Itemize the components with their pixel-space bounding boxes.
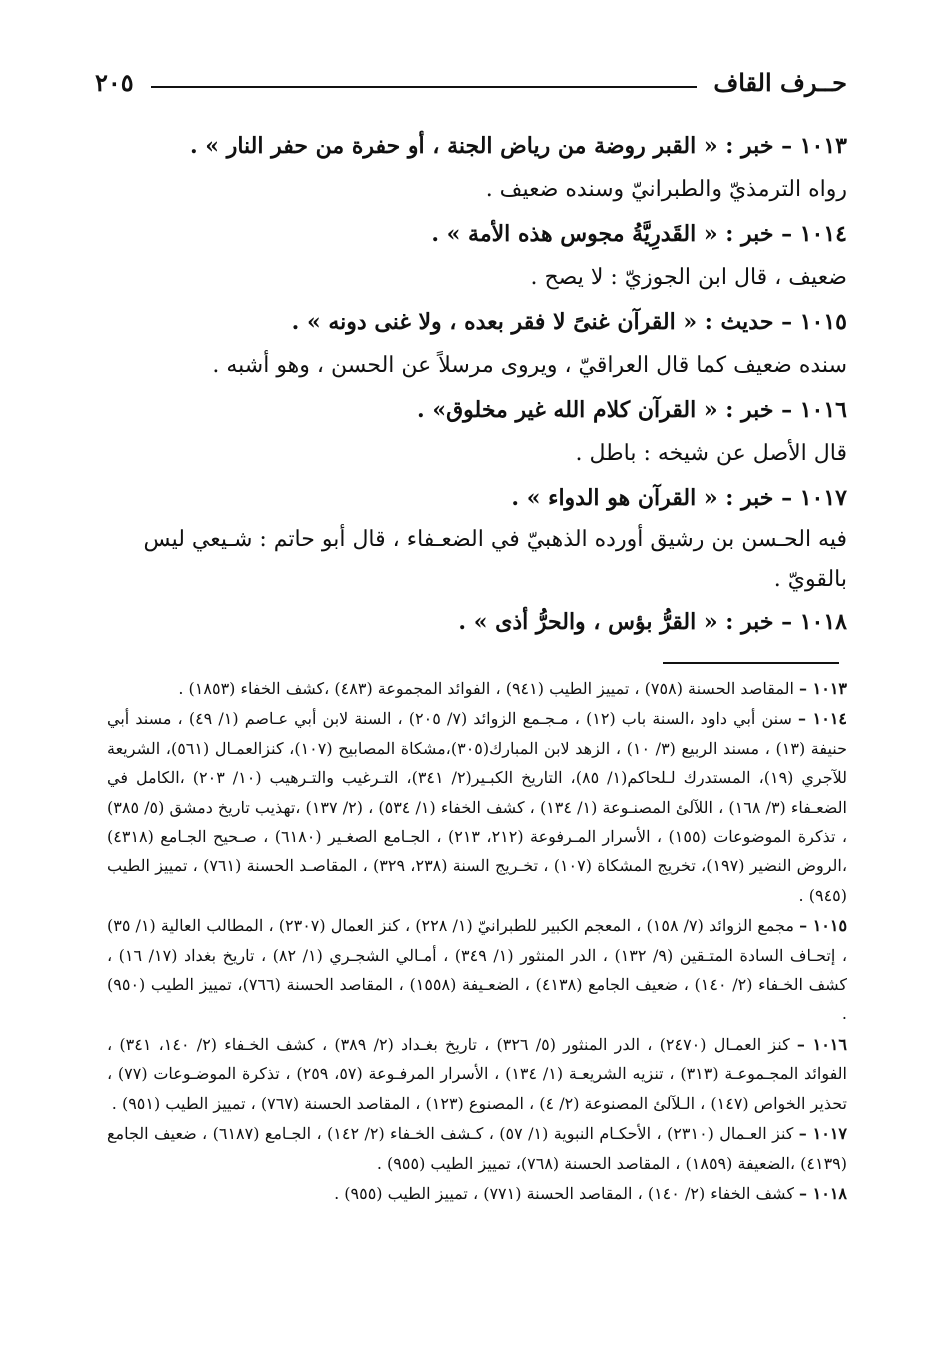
entry-1015-heading: ١٠١٥ – حديث : « القرآن غنىً لا فقر بعده ، ولا غنى دونه » .: [291, 309, 847, 335]
running-header: [95, 66, 847, 106]
footnote-1014: [107, 704, 847, 910]
footnote-number: ١٠١٦ –: [796, 1034, 847, 1054]
footnote-number: ١٠١٥ –: [799, 916, 848, 936]
entry-1017-comment: فيه الحـسن بن رشيق أورده الذهبيّ في الضعـفاء ، قال أبو حاتم : شـيعي ليس بالقويّ .: [143, 527, 847, 592]
page-number: ٢٠٥: [95, 68, 134, 97]
chapter-title: حــرف القاف: [713, 68, 847, 97]
header-rule: [151, 86, 697, 88]
footnote-1018: [107, 1179, 847, 1208]
footnote-text: سنن أبي داود ،السنة باب (١٢) ، مـجـمع الزوائد (٧/ ٢٠٥) ، السنة لابن أبي عـاصم (١/ ٤٩) ، مسند أبي حنيفة (١٣) ، مسند الربيع (٣/ ١٠) ، الزهد لابن المبارك(٣٠٥)،مشكاة المصابيح (١٠٧)، كنزالعمـال (٥٦١)، الشريعة للآجري (١٩)، المستدرك لـلحاكم(١/ ٨٥)، التاريخ الكبـير(٢/ ٣٤١)، التـرغيب والتـرهيب (١٠/ ٢٠٣) ،الكامل في الضعـفاء (٣/ ١٦٨) ، اللآلئ المصنـوعة (١/ ١٣٤) ، كشف الخفاء (١/ ٥٣٤) ، (٢/ ١٣٧) ،تهذيب تاريخ دمشق (٥/ ٣٨٥) ، تذكرة الموضوعات (١٥٥) ، الأسرار المـرفوعة (٢١٢، ٢١٣) ، الجـامع الصغـير (٦١٨٠) ، صـحيح الجـامع (٤٣١٨) ،الروض النضير (١٩٧)، تخريج المشكاة (١٠٧) ، تخـريج السنة (٢٣٨، ٣٢٩) ، المقاصـد الحسنة (٧٦١) ، تمييز الطيب (٩٤٥) .: [107, 709, 848, 905]
footnote-1013: [107, 674, 847, 703]
footnote-text: المقاصد الحسنة (٧٥٨) ، تمييز الطيب (٩٤١) ، الفوائد المجموعة (٤٨٣) ،كشف الخفاء (١٨٥٣) .: [178, 679, 794, 698]
footnote-text: كشف الخفاء (٢/ ١٤٠) ، المقاصد الحسنة (٧٧١) ، تمييز الطيب (٩٥٥) .: [334, 1183, 794, 1203]
footnote-1017: [107, 1119, 847, 1178]
entry-1018-heading: ١٠١٨ – خبر : « القرُّ بؤس ، والحرُّ أذى » .: [458, 609, 847, 635]
entry-1016-heading: ١٠١٦ – خبر : « القرآن كلام الله غير مخلوق» .: [417, 397, 847, 423]
footnotes: [107, 674, 847, 1209]
entry-1015-comment: سنده ضعيف كما قال العراقيّ ، ويروى مرسلاً عن الحسن ، وهو أشبه .: [212, 353, 847, 378]
footnote-number: ١٠١٤ –: [798, 709, 848, 729]
footnote-number: ١٠١٧ –: [798, 1124, 848, 1144]
entry-1017-heading: ١٠١٧ – خبر : « القرآن هو الدواء » .: [511, 485, 847, 511]
footnote-text: كنز العمـال (٢٤٧٠) ، الدر المنثور (٥/ ٣٢٦) ، تاريخ بغـداد (٢/ ٣٨٩) ، كشف الخـفاء (٢/ ١٤٠، ٣٤١) ، الفوائد المجـموعـة (٣١٣) ، تنزيه الشريعـة (١/ ١٣٤) ، الأسرار المرفـوعة (٥٧، ٢٥٩) ، تذكرة الموضـوعات (٧٧) ، تحذير الخواص (١٤٧) ، الـلآلئ المصنوعة (٢/ ٤) ، المصنوع (١٢٣) ، المقاصد الحسنة (٧٦٧) ، تمييز الطيب (٩٥١) .: [107, 1034, 848, 1113]
footnote-text: كنز العـمال (٢٣١٠) ، الأحكـام النبوية (١/ ٥٧) ، كـشف الخـفاء (٢/ ١٤٢) ، الجـامع (٦١٨٧) ، ضعيف الجامع (٤١٣٩) ،الضعيفة (١٨٥٩) ، المقاصد الحسنة (٧٦٨)، تمييز الطيب (٩٥٥) .: [107, 1124, 847, 1173]
footnote-1015: [107, 911, 847, 1029]
footnote-separator: [663, 662, 839, 664]
footnote-number: ١٠١٨ –: [799, 1183, 847, 1203]
entry-1016-comment: قال الأصل عن شيخه : باطل .: [575, 441, 847, 466]
footnote-number: ١٠١٣ –: [799, 679, 847, 698]
footnote-text: مجمع الزوائد (٧/ ١٥٨) ، المعجم الكبير للطبرانيّ (١/ ٢٢٨) ، كنز العمال (٢٣٠٧) ، المطالب العالية (١/ ٣٥) ، إتحـاف السادة المتـقين (٩/ ١٣٢) ، الدر المنثور (١/ ٣٤٩) ، أمـالي الشجـري (١/ ٨٢) ، تاريخ بغداد (١٧/ ١٦) ، كشف الخـفاء (٢/ ١٤٠) ، ضعيف الجامع (٤١٣٨) ، الضعـيفة (١٥٥٨) ، المقاصد الحسنة (٧٦٦)، تمييز الطيب (٩٥٠) .: [107, 916, 848, 1024]
entry-1013-heading: ١٠١٣ – خبر : « القبر روضة من رياض الجنة ، أو حفرة من حفر النار » .: [189, 133, 847, 159]
footnote-1016: [107, 1030, 847, 1118]
entry-1014-heading: ١٠١٤ – خبر : « القَدرِيَّةُ مجوس هذه الأمة » .: [431, 221, 847, 247]
entry-1013-comment: رواه الترمذيّ والطبرانيّ وسنده ضعيف .: [485, 177, 847, 202]
entry-1014-comment: ضعيف ، قال ابن الجوزيّ : لا يصح .: [530, 265, 847, 290]
main-text: [107, 124, 847, 644]
